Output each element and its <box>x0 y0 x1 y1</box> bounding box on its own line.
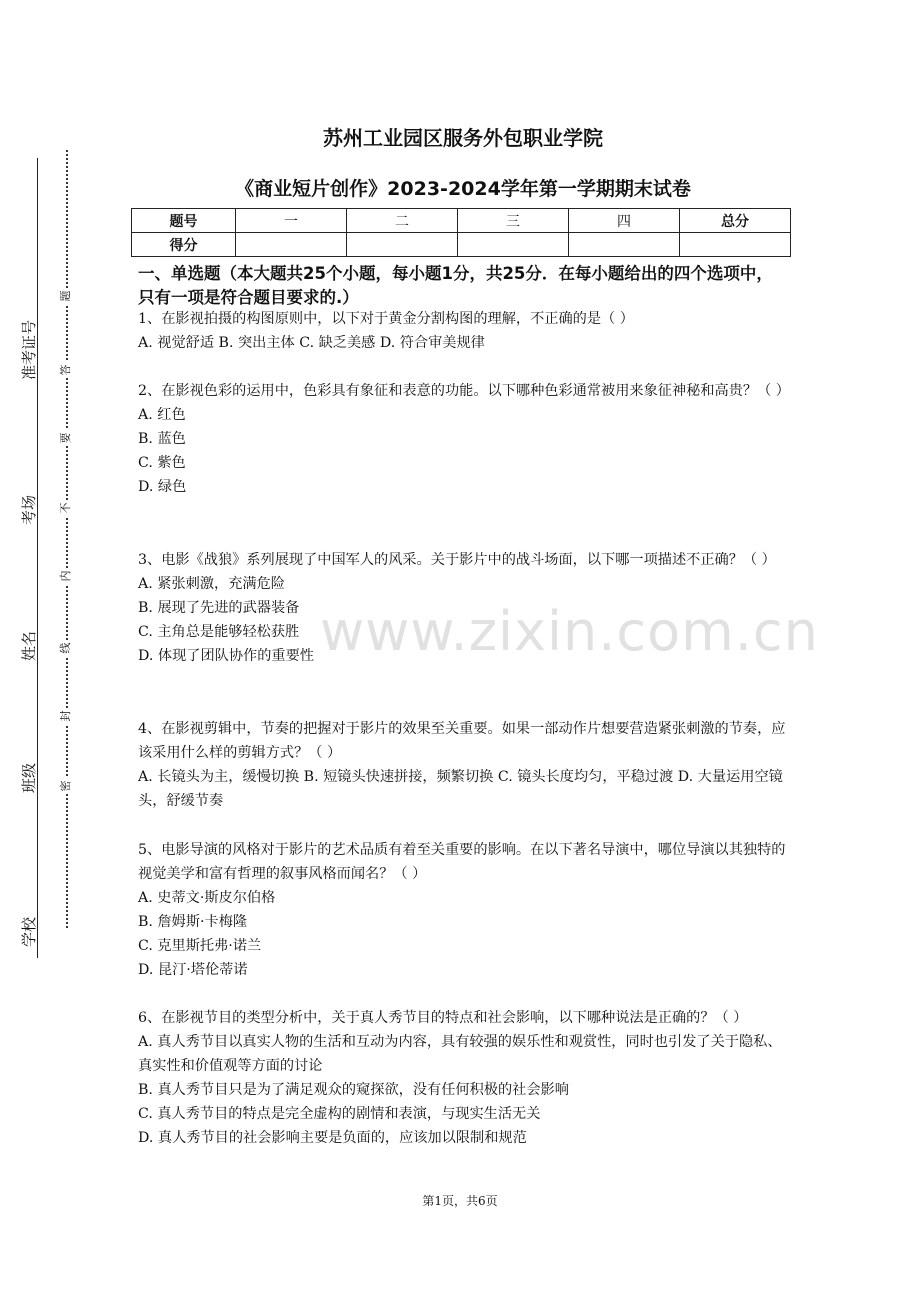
field-exam-number: 准考证号 <box>20 319 38 380</box>
question-option: D. 绿色 <box>138 479 187 495</box>
score-cell-label: 题号 <box>132 209 236 233</box>
question-option: D. 昆汀·塔伦蒂诺 <box>138 962 248 978</box>
seal-dotted-line <box>66 150 68 928</box>
seal-char: 线 <box>58 640 74 656</box>
seal-char: 不 <box>58 500 74 516</box>
score-table-score-row <box>132 233 791 257</box>
seal-char: 封 <box>58 708 74 724</box>
question-stem: 4、在影视剪辑中，节奏的把握对于影片的效果至关重要。如果一部动作片想要营造紧张刺激的节奏，应该采用什么样的剪辑方式？（ ） <box>138 721 786 761</box>
field-name: 姓名 <box>20 630 38 661</box>
field-school: 学校 <box>20 916 38 947</box>
score-cell-total: 总分 <box>680 209 791 233</box>
question-option: B. 真人秀节目只是为了满足观众的窥探欲，没有任何积极的社会影响 <box>138 1082 569 1098</box>
score-table <box>131 208 791 257</box>
question-option: B. 詹姆斯·卡梅隆 <box>138 914 248 930</box>
watermark: www.zixin.com.cn <box>320 600 819 663</box>
question-option: B. 展现了先进的武器装备 <box>138 600 300 616</box>
score-cell-label: 得分 <box>132 233 236 257</box>
question-option: A. 紧张刺激，充满危险 <box>138 576 285 592</box>
question-option: C. 主角总是能够轻松获胜 <box>138 624 300 640</box>
question-6 <box>138 1006 788 1150</box>
seal-char: 题 <box>58 288 74 304</box>
question-3 <box>138 548 788 668</box>
question-option: D. 真人秀节目的社会影响主要是负面的，应该加以限制和规范 <box>138 1130 527 1146</box>
question-2 <box>138 379 788 499</box>
field-exam-room: 考场 <box>20 494 38 525</box>
score-entry-3[interactable] <box>458 233 569 257</box>
seal-char: 答 <box>58 362 74 378</box>
question-1 <box>138 307 788 355</box>
page-footer: 第1页，共6页 <box>422 1194 498 1208</box>
score-entry-4[interactable] <box>569 233 680 257</box>
score-cell-part-1: 一 <box>236 209 347 233</box>
score-entry-2[interactable] <box>347 233 458 257</box>
question-stem: 1、在影视拍摄的构图原则中，以下对于黄金分割构图的理解，不正确的是（ ） <box>138 311 634 327</box>
question-option: B. 蓝色 <box>138 431 186 447</box>
score-cell-part-3: 三 <box>458 209 569 233</box>
question-option: D. 体现了团队协作的重要性 <box>138 648 314 664</box>
question-5 <box>138 838 788 982</box>
question-option: C. 克里斯托弗·诺兰 <box>138 938 262 954</box>
question-stem: 6、在影视节目的类型分析中，关于真人秀节目的特点和社会影响，以下哪种说法是正确的？（ ） <box>138 1010 748 1026</box>
question-option: A. 真人秀节目以真实人物的生活和互动为内容，具有较强的娱乐性和观赏性，同时也引发了关于隐私、真实性和价值观等方面的讨论 <box>138 1034 782 1074</box>
seal-char: 内 <box>58 568 74 584</box>
binding-solid-line <box>37 158 38 958</box>
question-4 <box>138 717 788 813</box>
exam-title: 《商业短片创作》2023-2024学年第一学期期末试卷 <box>235 178 691 200</box>
question-stem: 3、电影《战狼》系列展现了中国军人的风采。关于影片中的战斗场面，以下哪一项描述不正确？（ ） <box>138 552 776 568</box>
score-cell-part-2: 二 <box>347 209 458 233</box>
field-class: 班级 <box>20 762 38 793</box>
question-option: C. 紫色 <box>138 455 186 471</box>
question-option: A. 史蒂文·斯皮尔伯格 <box>138 890 276 906</box>
score-cell-part-4: 四 <box>569 209 680 233</box>
question-stem: 5、电影导演的风格对于影片的艺术品质有着至关重要的影响。在以下著名导演中，哪位导演以其独特的视觉美学和富有哲理的叙事风格而闻名？（ ） <box>138 842 786 882</box>
score-table-header-row <box>132 209 791 233</box>
score-entry-total[interactable] <box>680 233 791 257</box>
question-option: A. 长镜头为主，缓慢切换 B. 短镜头快速拼接，频繁切换 C. 镜头长度均匀，平稳过渡 D. 大量运用空镜头，舒缓节奏 <box>138 769 783 809</box>
seal-char: 密 <box>58 778 74 794</box>
question-option: C. 真人秀节目的特点是完全虚构的剧情和表演，与现实生活无关 <box>138 1106 541 1122</box>
seal-char: 要 <box>58 430 74 446</box>
binding-margin <box>0 0 80 1302</box>
section-heading: 一、单选题（本大题共25个小题，每小题1分，共25分．在每小题给出的四个选项中，只有一项是符合题目要求的.） <box>138 264 773 307</box>
question-option: A. 红色 <box>138 407 186 423</box>
school-title: 苏州工业园区服务外包职业学院 <box>323 126 603 150</box>
question-stem: 2、在影视色彩的运用中，色彩具有象征和表意的功能。以下哪种色彩通常被用来象征神秘和高贵？（ ） <box>138 383 790 399</box>
score-entry-1[interactable] <box>236 233 347 257</box>
question-option: A. 视觉舒适 B. 突出主体 C. 缺乏美感 D. 符合审美规律 <box>138 335 485 351</box>
